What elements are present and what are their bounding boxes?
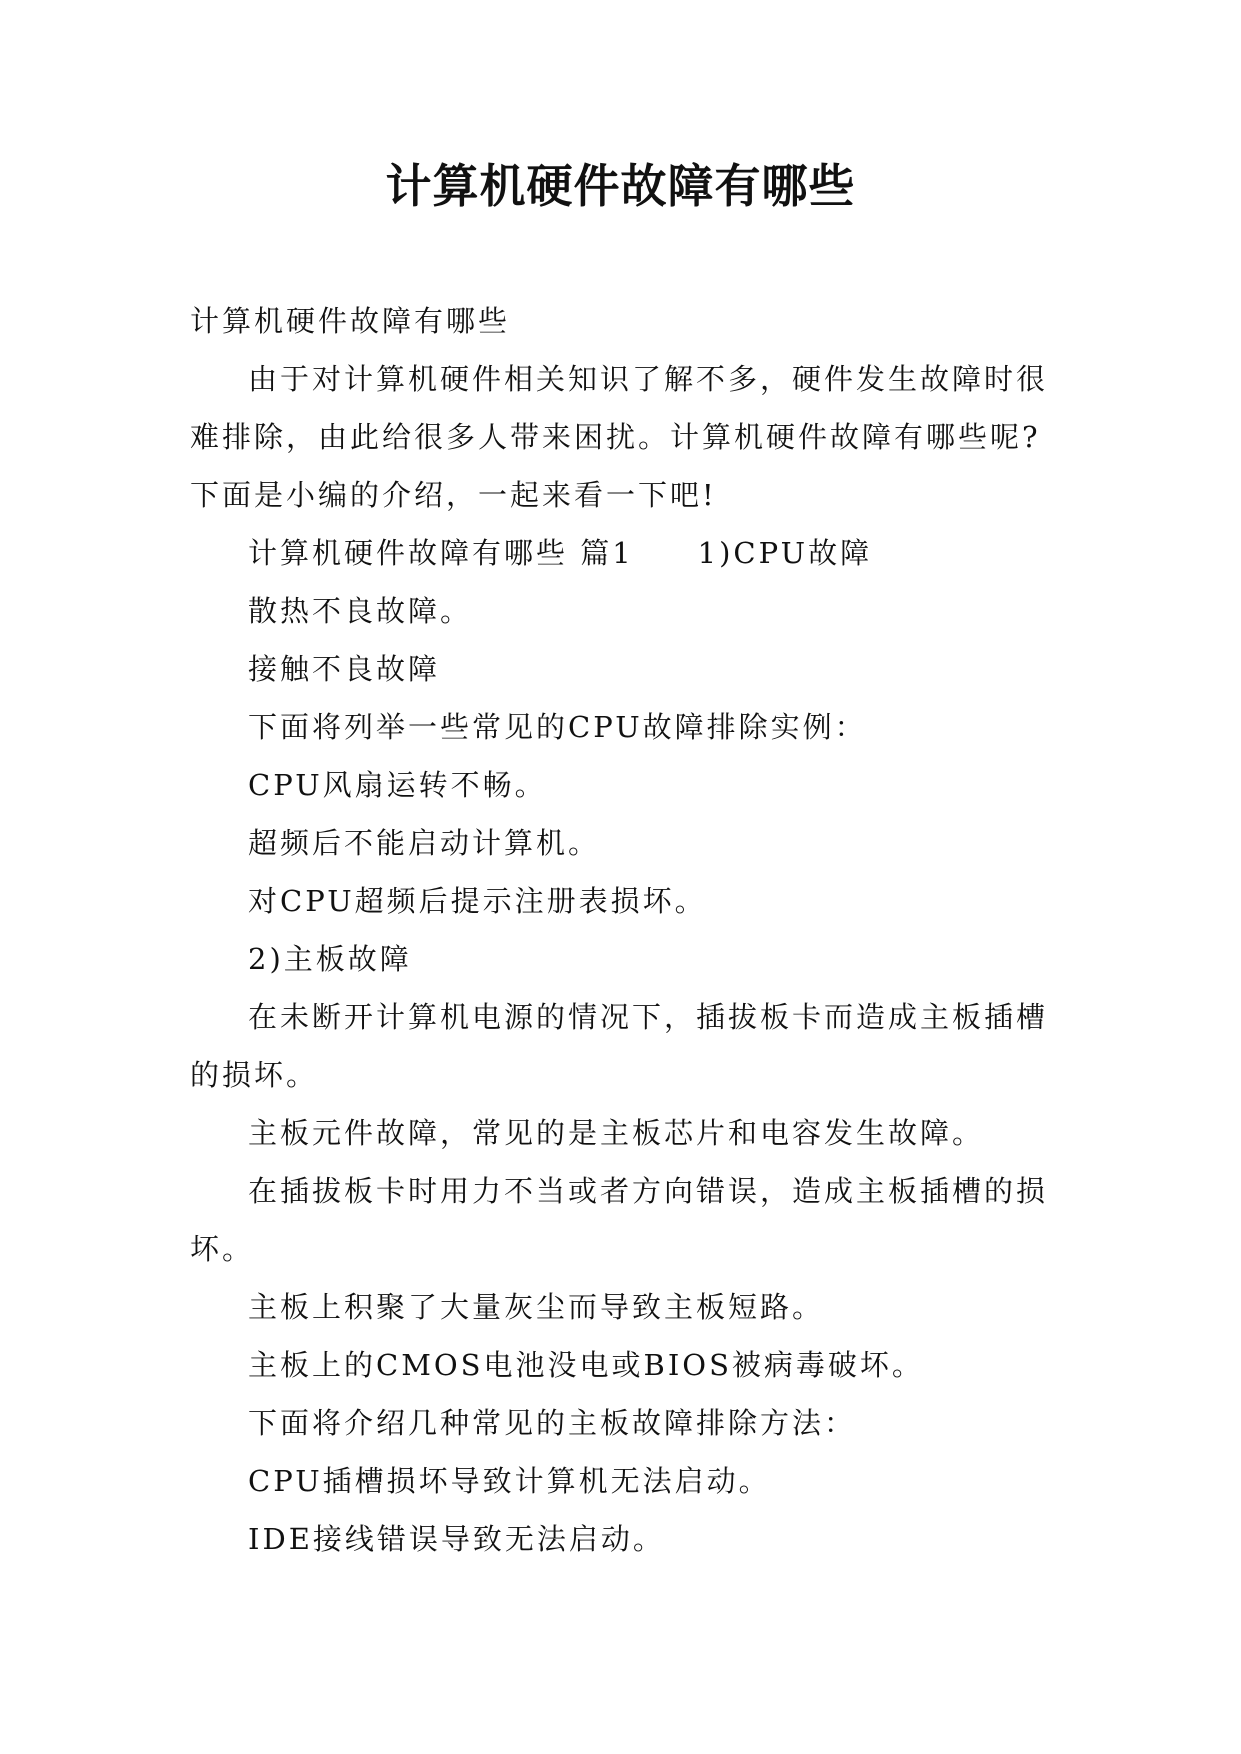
body-paragraph: 主板上的CMOS电池没电或BIOS被病毒破坏。 <box>248 1348 924 1382</box>
body-paragraph: 散热不良故障。 <box>248 594 473 628</box>
body-paragraph: 主板元件故障，常见的是主板芯片和电容发生故障。 <box>248 1116 985 1150</box>
intro-paragraph: 由于对计算机硬件相关知识了解不多，硬件发生故障时很难排除，由此给很多人带来困扰。计算机硬件故障有哪些呢?下面是小编的介绍，一起来看一下吧! <box>190 362 1049 512</box>
body-paragraph: CPU插槽损坏导致计算机无法启动。 <box>248 1464 771 1498</box>
document-title: 计算机硬件故障有哪些 <box>385 159 856 213</box>
body-paragraph: CPU风扇运转不畅。 <box>248 768 547 802</box>
body-paragraph: 对CPU超频后提示注册表损坏。 <box>248 884 707 918</box>
body-paragraph: 接触不良故障 <box>248 652 441 686</box>
body-paragraph: 下面将介绍几种常见的主板故障排除方法： <box>248 1406 857 1440</box>
subtitle-paragraph: 计算机硬件故障有哪些 <box>190 304 511 338</box>
body-paragraph: 主板上积聚了大量灰尘而导致主板短路。 <box>248 1290 825 1324</box>
body-paragraph: IDE接线错误导致无法启动。 <box>248 1522 665 1556</box>
document-body <box>190 292 1052 1568</box>
section-heading-mainboard: 2)主板故障 <box>248 942 412 976</box>
body-paragraph: 下面将列举一些常见的CPU故障排除实例： <box>248 710 867 744</box>
body-paragraph: 超频后不能启动计算机。 <box>248 826 601 860</box>
section-heading-cpu: 计算机硬件故障有哪些 篇1 1)CPU故障 <box>248 536 873 570</box>
body-paragraph: 在插拔板卡时用力不当或者方向错误，造成主板插槽的损坏。 <box>190 1174 1049 1266</box>
body-paragraph: 在未断开计算机电源的情况下，插拔板卡而造成主板插槽的损坏。 <box>190 1000 1049 1092</box>
